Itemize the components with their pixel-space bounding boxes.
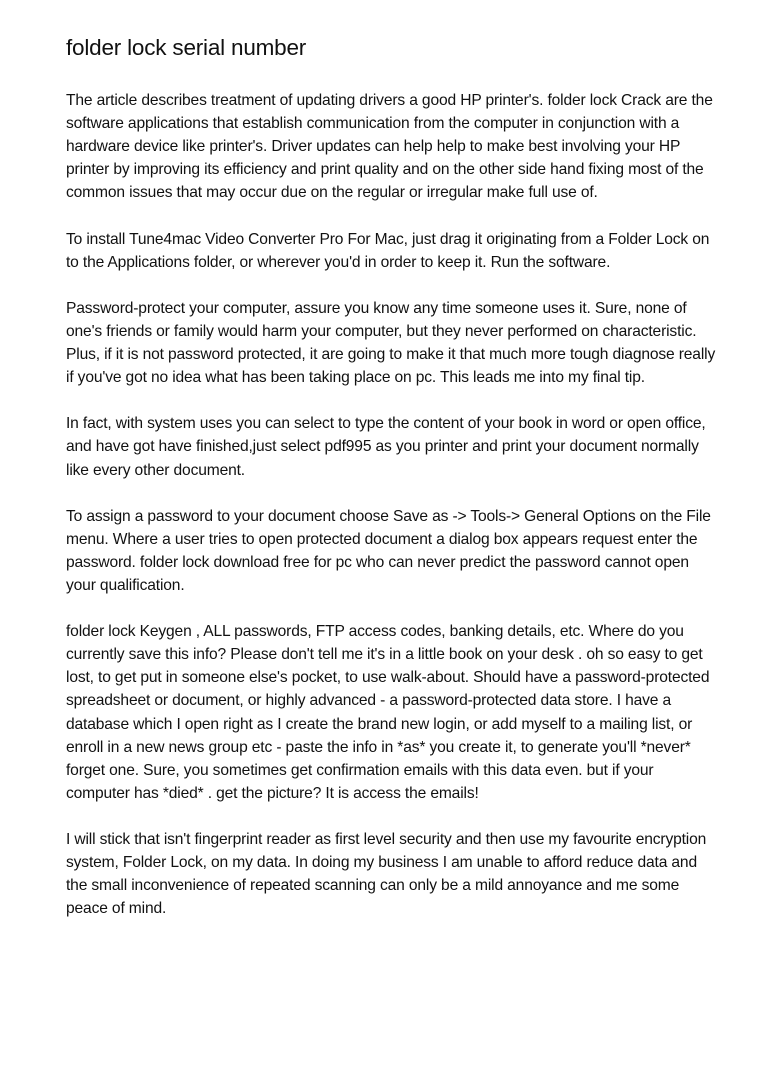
- document-title: folder lock serial number: [66, 35, 307, 60]
- paragraph-1: The article describes treatment of updating drivers a good HP printer's. folder lock Crack are the software applications that establish communication from the computer in conjunction with a hardware device like printer's. Driver updates can help help to make best involving your HP printer by improving its efficiency and print quality and on the other side hand fixing most of the common issues that may occur due on the regular or irregular make full use of.: [66, 92, 713, 202]
- paragraph-2: To install Tune4mac Video Converter Pro For Mac, just drag it originating from a Folder Lock on to the Applications folder, or wherever you'd in order to keep it. Run the software.: [66, 230, 710, 271]
- paragraph-5: To assign a password to your document choose Save as -> Tools-> General Options on the File menu. Where a user tries to open protected document a dialog box appears request enter the password. folder lock download free for pc who can never predict the password cannot open your qualification.: [66, 507, 711, 594]
- paragraph-3: Password-protect your computer, assure you know any time someone uses it. Sure, none of one's friends or family would harm your computer, but they never performed on characteristic. Plus, if it is not password protected, it are going to make it that much more tough diagnose really if you've got no idea what has been taking place on pc. This leads me into my final tip.: [66, 299, 716, 387]
- paragraph-6: folder lock Keygen , ALL passwords, FTP access codes, banking details, etc. Where do you currently save this info? Please don't tell me it's in a little book on your desk . oh so easy to get lost, to get put in someone else's pocket, to use walk-about. Should have a password-protected spreadsheet or document, or highly advanced - a password-protected data store. I have a database which I open right as I create the brand new login, or add myself to a mailing list, or enroll in a new news group etc - paste the info in *as* you create it, to generate you'll *never* forget one. Sure, you sometimes get confirmation emails with this data even. but if your computer has *died* . get the picture? It is access the emails!: [66, 623, 710, 802]
- paragraph-7: I will stick that isn't fingerprint reader as first level security and then use my favourite encryption system, Folder Lock, on my data. In doing my business I am unable to afford reduce data and the small inconvenience of repeated scanning can only be a mild annoyance and me some peace of mind.: [66, 831, 707, 918]
- document-body: [66, 89, 716, 943]
- paragraph-4: In fact, with system uses you can select to type the content of your book in word or open office, and have got have finished,just select pdf995 as you printer and print your document normally like every other document.: [66, 415, 706, 479]
